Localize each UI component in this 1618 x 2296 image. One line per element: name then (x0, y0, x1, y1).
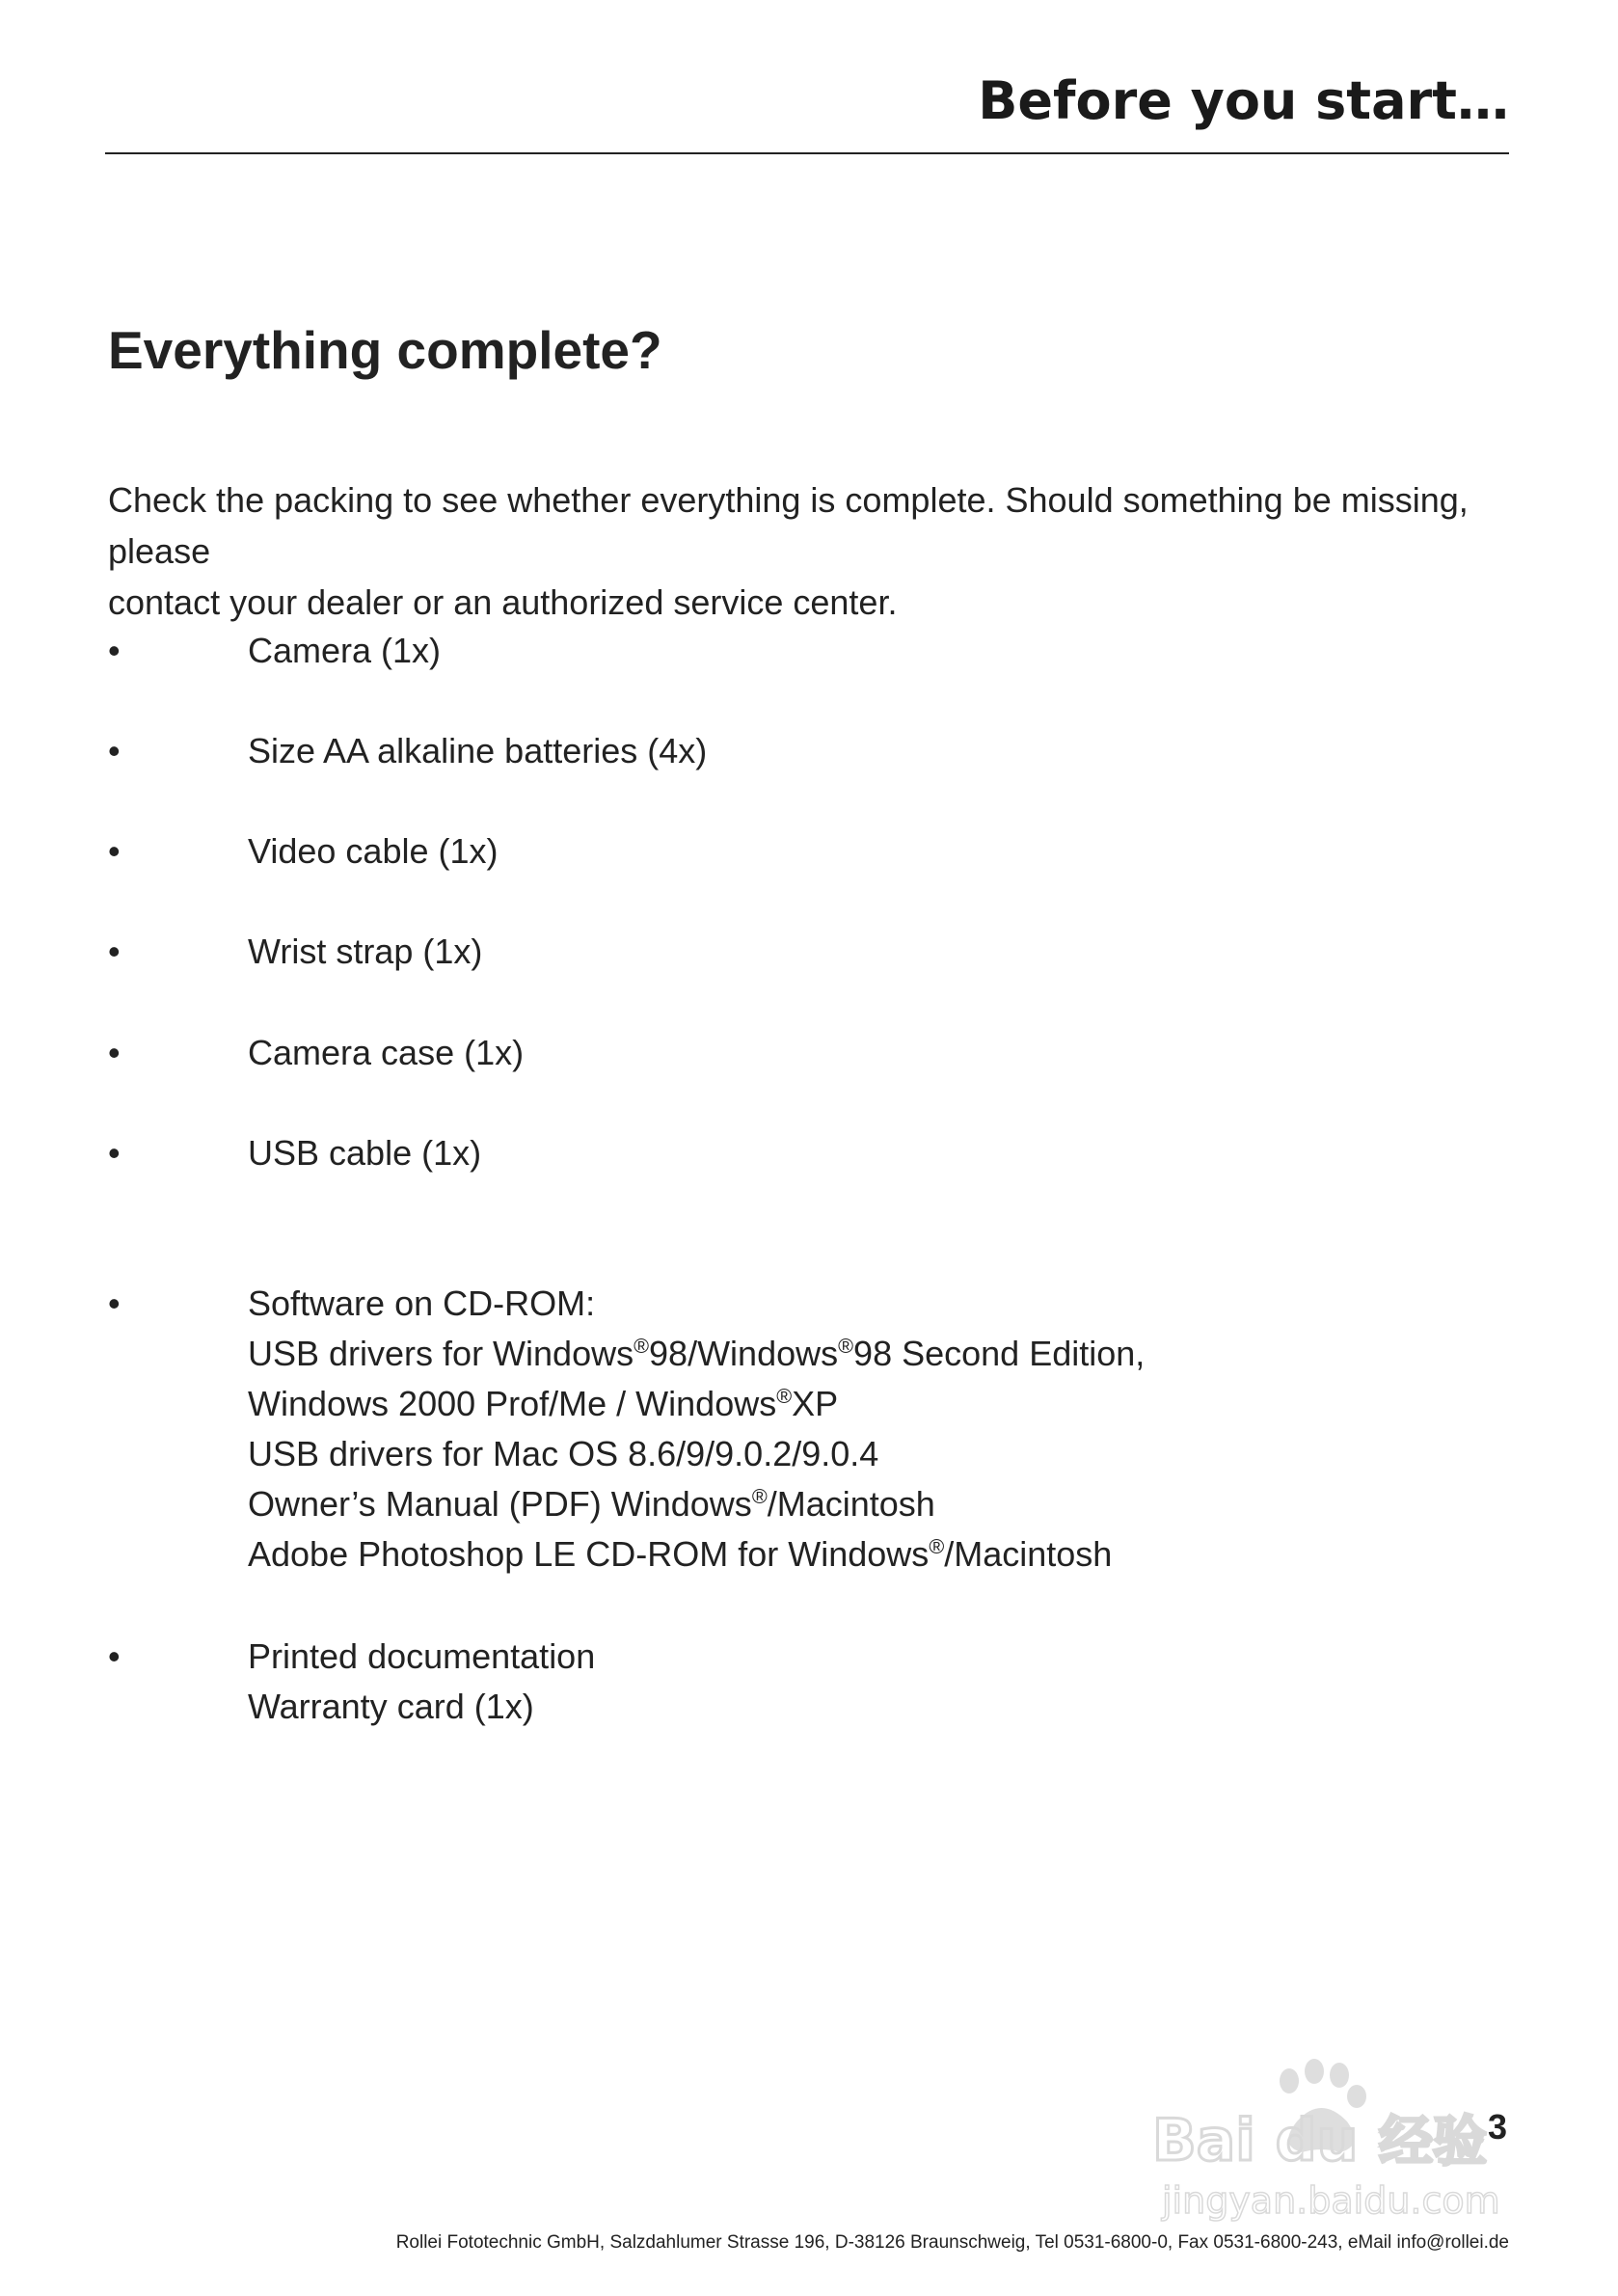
bullet-icon: • (108, 1636, 121, 1676)
intro-line: Check the packing to see whether everything is complete. Should something be missing, please (108, 480, 1469, 571)
printed-docs-title: Printed documentation (248, 1636, 596, 1676)
section-heading: Everything complete? (108, 320, 662, 380)
list-item-text: Wrist strap (1x) (248, 932, 483, 971)
watermark-url: jingyan.baidu.com (1162, 2179, 1500, 2222)
header-divider (105, 152, 1509, 154)
bullet-icon: • (108, 1283, 121, 1323)
intro-line: contact your dealer or an authorized service center. (108, 582, 898, 622)
printed-docs-line: Warranty card (1x) (248, 1687, 534, 1726)
bullet-icon: • (108, 831, 121, 871)
bullet-icon: • (108, 1033, 121, 1072)
software-title: Software on CD-ROM: (248, 1283, 596, 1323)
list-item-text: Video cable (1x) (248, 831, 499, 871)
watermark-brand-cn: 经验 (1379, 2111, 1487, 2174)
software-line: USB drivers for Mac OS 8.6/9/9.0.2/9.0.4 (248, 1434, 879, 1473)
software-line: USB drivers for Windows®98/Windows®98 Second Edition, (248, 1334, 1146, 1373)
page-header-title: Before you start… (978, 70, 1509, 131)
footer-contact: Rollei Fototechnic GmbH, Salzdahlumer Strasse 196, D-38126 Braunschweig, Tel 0531-6800-0, Fax 0531-6800-243, eMail info@rollei.de (395, 2232, 1509, 2253)
bullet-icon: • (108, 731, 121, 770)
intro-paragraph (108, 474, 1506, 628)
list-item-text: USB cable (1x) (248, 1133, 482, 1173)
page-number: 3 (1488, 2107, 1508, 2147)
watermark-brand: Bai du (1152, 2107, 1359, 2174)
software-line: Owner’s Manual (PDF) Windows®/Macintosh (248, 1484, 935, 1524)
baidu-watermark-logo (1143, 2054, 1528, 2223)
list-item-text: Size AA alkaline batteries (4x) (248, 731, 708, 770)
printed-docs-text (248, 1632, 595, 1732)
software-line: Windows 2000 Prof/Me / Windows®XP (248, 1384, 839, 1423)
bullet-icon: • (108, 1133, 121, 1173)
list-item-text: Camera case (1x) (248, 1033, 525, 1072)
bullet-icon: • (108, 932, 121, 971)
software-text (248, 1279, 1145, 1580)
software-line: Adobe Photoshop LE CD-ROM for Windows®/Macintosh (248, 1534, 1113, 1574)
list-item-text: Camera (1x) (248, 631, 442, 670)
bullet-icon: • (108, 631, 121, 670)
